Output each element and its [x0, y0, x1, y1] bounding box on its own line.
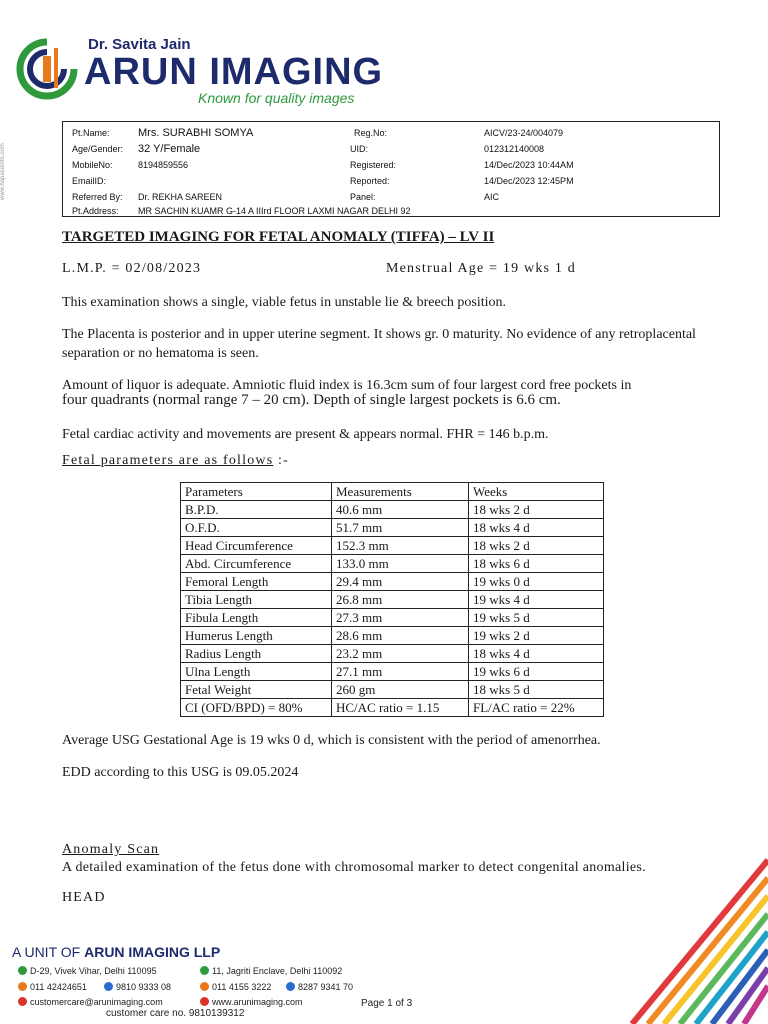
reported-date: 14/Dec/2023 12:45PM	[484, 176, 574, 186]
address-1-text: D-29, Vivek Vihar, Delhi 110095	[30, 966, 157, 976]
globe-icon	[200, 997, 209, 1006]
table-row	[181, 501, 604, 519]
table-cell: 29.4 mm	[332, 573, 469, 591]
average-age-line: Average USG Gestational Age is 19 wks 0 d, which is consistent with the period of amenorrhea.	[62, 733, 601, 748]
mobile-1	[104, 982, 171, 992]
table-cell: 51.7 mm	[332, 519, 469, 537]
email-text: customercare@arunimaging.com	[30, 997, 163, 1007]
panel-label: Panel:	[350, 192, 376, 202]
location-pin-icon	[18, 966, 27, 975]
table-header-cell: Weeks	[469, 483, 604, 501]
table-cell: 27.1 mm	[332, 663, 469, 681]
table-cell: 260 gm	[332, 681, 469, 699]
brand-tagline: Known for quality images	[198, 90, 355, 106]
parameters-heading-text: Fetal parameters are as follows	[62, 453, 274, 468]
address-2	[200, 966, 342, 976]
anomaly-scan-heading: Anomaly Scan	[62, 842, 160, 857]
table-row	[181, 609, 604, 627]
table-cell: CI (OFD/BPD) = 80%	[181, 699, 332, 717]
unit-prefix: A UNIT OF	[12, 944, 85, 960]
address-1	[18, 966, 157, 976]
menstrual-age-line: Menstrual Age = 19 wks 1 d	[386, 261, 576, 276]
page-number: Page 1 of 3	[361, 998, 413, 1009]
table-cell: 28.6 mm	[332, 627, 469, 645]
table-cell: 18 wks 4 d	[469, 645, 604, 663]
table-cell: 18 wks 2 d	[469, 537, 604, 555]
table-cell: Head Circumference	[181, 537, 332, 555]
footer-unit	[12, 944, 220, 960]
website-text: www.arunimaging.com	[212, 997, 303, 1007]
parameters-heading	[62, 453, 289, 469]
table-row	[181, 573, 604, 591]
mobile-label: MobileNo:	[72, 160, 113, 170]
reg-label: Reg.No:	[354, 128, 388, 138]
table-row	[181, 681, 604, 699]
table-row	[181, 627, 604, 645]
mobile-1-text: 9810 9333 08	[116, 982, 172, 992]
anomaly-scan-text: A detailed examination of the fetus done with chromosomal marker to detect congenital anomalies.	[62, 860, 646, 875]
table-cell: Abd. Circumference	[181, 555, 332, 573]
cardiac-paragraph: Fetal cardiac activity and movements are present & appears normal. FHR = 146 b.p.m.	[62, 427, 549, 442]
registered-date: 14/Dec/2023 10:44AM	[484, 160, 574, 170]
patient-name: Mrs. SURABHI SOMYA	[138, 127, 254, 139]
decorative-stripes-icon	[612, 850, 768, 1024]
uid-number: 012312140008	[484, 144, 545, 154]
table-row	[181, 663, 604, 681]
name-label: Pt.Name:	[72, 128, 110, 138]
table-cell: Femoral Length	[181, 573, 332, 591]
email-link[interactable]	[18, 997, 163, 1007]
brand-name: ARUN IMAGING	[84, 51, 384, 93]
table-cell: 19 wks 6 d	[469, 663, 604, 681]
table-cell: 23.2 mm	[332, 645, 469, 663]
phone-2	[200, 982, 271, 992]
customer-care-line: customer care no. 9810139312	[106, 1008, 245, 1019]
table-cell: Ulna Length	[181, 663, 332, 681]
email-icon	[18, 997, 27, 1006]
age-label: Age/Gender:	[72, 144, 124, 154]
edd-line: EDD according to this USG is 09.05.2024	[62, 765, 299, 780]
panel-value: AIC	[484, 192, 500, 202]
table-cell: 40.6 mm	[332, 501, 469, 519]
table-cell: Fibula Length	[181, 609, 332, 627]
table-cell: Humerus Length	[181, 627, 332, 645]
placenta-paragraph: The Placenta is posterior and in upper uterine segment. It shows gr. 0 maturity. No evidence of any retroplacental separation or no hematoma is seen.	[62, 327, 696, 361]
table-row	[181, 591, 604, 609]
address-2-text: 11, Jagriti Enclave, Delhi 110092	[212, 966, 343, 976]
website-link[interactable]	[200, 997, 303, 1007]
table-cell: 19 wks 5 d	[469, 609, 604, 627]
table-cell: 18 wks 6 d	[469, 555, 604, 573]
liquor-paragraph-continued: four quadrants (normal range 7 – 20 cm). Depth of single largest pockets is 6.6 cm.	[62, 392, 561, 408]
table-cell: 18 wks 5 d	[469, 681, 604, 699]
report-title: TARGETED IMAGING FOR FETAL ANOMALY (TIFFA) – LV II	[62, 229, 495, 245]
mobile-2-text: 8287 9341 70	[298, 982, 354, 992]
table-cell: Fetal Weight	[181, 681, 332, 699]
table-cell: 26.8 mm	[332, 591, 469, 609]
table-cell: O.F.D.	[181, 519, 332, 537]
table-row	[181, 519, 604, 537]
table-cell: 19 wks 4 d	[469, 591, 604, 609]
table-cell: 18 wks 2 d	[469, 501, 604, 519]
table-cell: Radius Length	[181, 645, 332, 663]
lmp-line: L.M.P. = 02/08/2023	[62, 261, 202, 276]
email-label: EmailID:	[72, 176, 107, 186]
patient-address: MR SACHIN KUAMR G-14 A IIIrd FLOOR LAXMI NAGAR DELHI 92	[138, 206, 411, 216]
table-cell: HC/AC ratio = 1.15	[332, 699, 469, 717]
fetal-parameters-table-body	[181, 483, 604, 717]
patient-mobile: 8194859556	[138, 160, 189, 170]
doctor-name: Dr. Savita Jain	[88, 36, 191, 53]
table-row	[181, 537, 604, 555]
reported-label: Reported:	[350, 176, 390, 186]
phone-1	[18, 982, 87, 992]
table-cell: 27.3 mm	[332, 609, 469, 627]
referred-label: Referred By:	[72, 192, 123, 202]
reg-number: AICV/23-24/004079	[484, 128, 564, 138]
phone-2-text: 011 4155 3222	[212, 982, 272, 992]
referred-doctor: Dr. REKHA SAREEN	[138, 192, 223, 202]
fetal-parameters-table	[180, 482, 604, 717]
table-row	[181, 699, 604, 717]
table-cell: Tibia Length	[181, 591, 332, 609]
unit-name: ARUN IMAGING LLP	[84, 944, 221, 960]
table-cell: FL/AC ratio = 22%	[469, 699, 604, 717]
phone-1-text: 011 42424651	[30, 982, 87, 992]
location-pin-icon	[200, 966, 209, 975]
table-row	[181, 555, 604, 573]
mobile-icon	[104, 982, 113, 991]
table-cell: 19 wks 0 d	[469, 573, 604, 591]
mobile-icon	[286, 982, 295, 991]
side-watermark: www.hapaseinfo.com	[0, 143, 6, 200]
registered-label: Registered:	[350, 160, 397, 170]
table-cell: B.P.D.	[181, 501, 332, 519]
arun-imaging-logo-icon	[16, 38, 78, 100]
table-row	[181, 645, 604, 663]
address-label: Pt.Address:	[72, 206, 119, 216]
uid-label: UID:	[350, 144, 368, 154]
table-header-cell: Parameters	[181, 483, 332, 501]
table-cell: 133.0 mm	[332, 555, 469, 573]
phone-icon	[18, 982, 27, 991]
phone-icon	[200, 982, 209, 991]
fetus-position-paragraph: This examination shows a single, viable fetus in unstable lie & breech position.	[62, 295, 507, 310]
patient-age: 32 Y/Female	[138, 143, 201, 155]
head-section-heading: HEAD	[62, 890, 106, 905]
table-cell: 152.3 mm	[332, 537, 469, 555]
liquor-paragraph: Amount of liquor is adequate. Amniotic fluid index is 16.3cm sum of four largest cord free pockets in	[62, 378, 632, 393]
parameters-heading-suffix: :-	[273, 453, 290, 468]
table-cell: 19 wks 2 d	[469, 627, 604, 645]
table-header-row	[181, 483, 604, 501]
patient-info-box	[62, 121, 720, 217]
table-header-cell: Measurements	[332, 483, 469, 501]
table-cell: 18 wks 4 d	[469, 519, 604, 537]
mobile-2	[286, 982, 353, 992]
